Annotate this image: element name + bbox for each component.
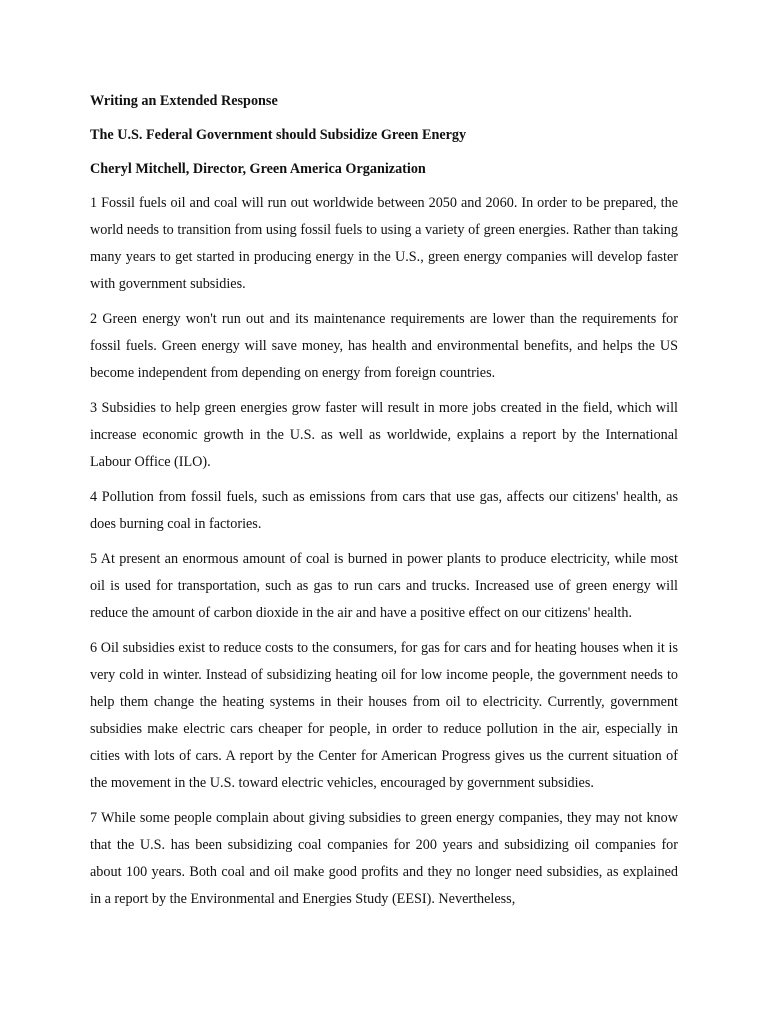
paragraph-3: 3 Subsidies to help green energies grow faster will result in more jobs created in the field, which will increase economic growth in the U.S. as well as worldwide, explains a report by the International Labour Office (ILO). — [90, 400, 678, 470]
document-title: Writing an Extended Response — [90, 93, 278, 109]
paragraph-2: 2 Green energy won't run out and its maintenance requirements are lower than the requirements for fossil fuels. Green energy will save money, has health and environmental benefits, and helps the US become independent from depending on energy from foreign countries. — [90, 311, 678, 381]
author-byline: Cheryl Mitchell, Director, Green America Organization — [90, 161, 426, 177]
paragraph-1: 1 Fossil fuels oil and coal will run out worldwide between 2050 and 2060. In order to be prepared, the world needs to transition from using fossil fuels to using a variety of green energies. Rather than taking many years to get started in producing energy in the U.S., green energy companies will develop faster with government subsidies. — [90, 195, 678, 292]
paragraph-6: 6 Oil subsidies exist to reduce costs to the consumers, for gas for cars and for heating houses when it is very cold in winter. Instead of subsidizing heating oil for low income people, the government needs to help them change the heating systems in their houses from oil to electricity. Currently, government subsidies make electric cars cheaper for people, in order to reduce pollution in the air, especially in cities with lots of cars. A report by the Center for American Progress gives us the current situation of the movement in the U.S. toward electric vehicles, encouraged by government subsidies. — [90, 640, 678, 791]
paragraph-4: 4 Pollution from fossil fuels, such as emissions from cars that use gas, affects our citizens' health, as does burning coal in factories. — [90, 489, 678, 532]
essay-title: The U.S. Federal Government should Subsidize Green Energy — [90, 127, 467, 143]
paragraph-7: 7 While some people complain about giving subsidies to green energy companies, they may not know that the U.S. has been subsidizing coal companies for 200 years and subsidizing oil companies for about 100 years. Both coal and oil make good profits and they no longer need subsidies, as explained in a report by the Environmental and Energies Study (EESI). Nevertheless, — [90, 810, 678, 907]
document-page — [90, 88, 678, 921]
paragraph-5: 5 At present an enormous amount of coal is burned in power plants to produce electricity, while most oil is used for transportation, such as gas to run cars and trucks. Increased use of green energy will reduce the amount of carbon dioxide in the air and have a positive effect on our citizens' health. — [90, 551, 678, 621]
